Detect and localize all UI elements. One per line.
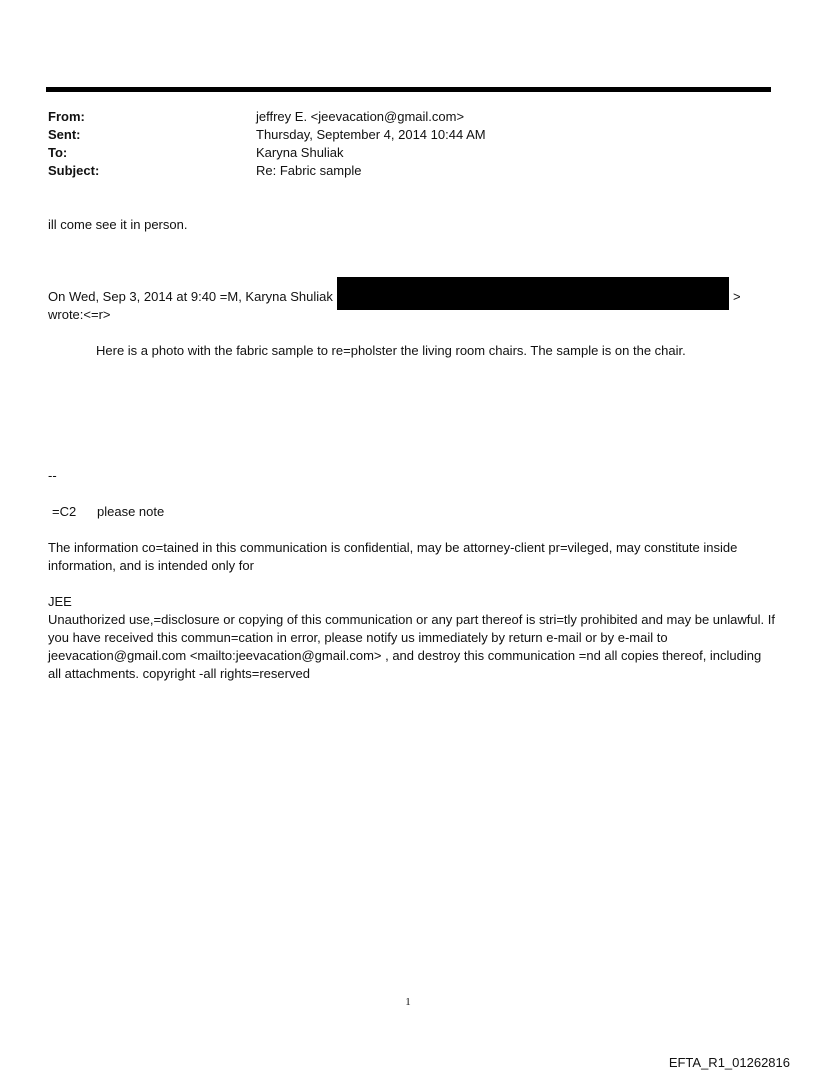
page-number: 1 xyxy=(405,996,411,1008)
quote-intro-end: > xyxy=(733,289,741,304)
note-text: please note xyxy=(97,504,165,519)
quote-wrote: wrote:<=r> xyxy=(48,307,111,322)
quoted-message: Here is a photo with the fabric sample to re=pholster the living room chairs. The sample is on the chair. xyxy=(96,343,686,358)
confidential-paragraph-2: Unauthorized use,=disclosure or copying of this communication or any part thereof is stri=tly prohibited and may be unlawful. If you have received this commun=cation in error, please notify us immediately by return e-mail or by e-mail to jeevacation@gmail.com <mailto:jeevacation@gmail.com> , and destroy this communication =nd all copies thereof, including all attachments. copyright -all rights=reserved xyxy=(48,612,775,681)
note-prefix: =C2 xyxy=(52,504,77,519)
sent-label: Sent: xyxy=(48,127,81,142)
to-value: Karyna Shuliak xyxy=(256,145,344,160)
redaction-block xyxy=(337,277,729,310)
subject-value: Re: Fabric sample xyxy=(256,163,362,178)
reply-text: ill come see it in person. xyxy=(48,217,188,232)
bates-number: EFTA_R1_01262816 xyxy=(668,1055,790,1070)
quote-intro: On Wed, Sep 3, 2014 at 9:40 =M, Karyna Shuliak xyxy=(48,289,333,304)
confidential-paragraph-1: The information co=tained in this communication is confidential, may be attorney-client pr=vileged, may constitute inside information, and is intended only for xyxy=(48,540,738,573)
from-label: From: xyxy=(48,109,85,124)
sent-value: Thursday, September 4, 2014 10:44 AM xyxy=(256,127,486,142)
to-label: To: xyxy=(48,145,68,160)
signature-separator: -- xyxy=(48,468,57,483)
subject-label: Subject: xyxy=(48,163,100,178)
jee-line: JEE xyxy=(48,594,72,609)
from-value: jeffrey E. <jeevacation@gmail.com> xyxy=(256,109,465,124)
header-rule xyxy=(46,87,771,92)
